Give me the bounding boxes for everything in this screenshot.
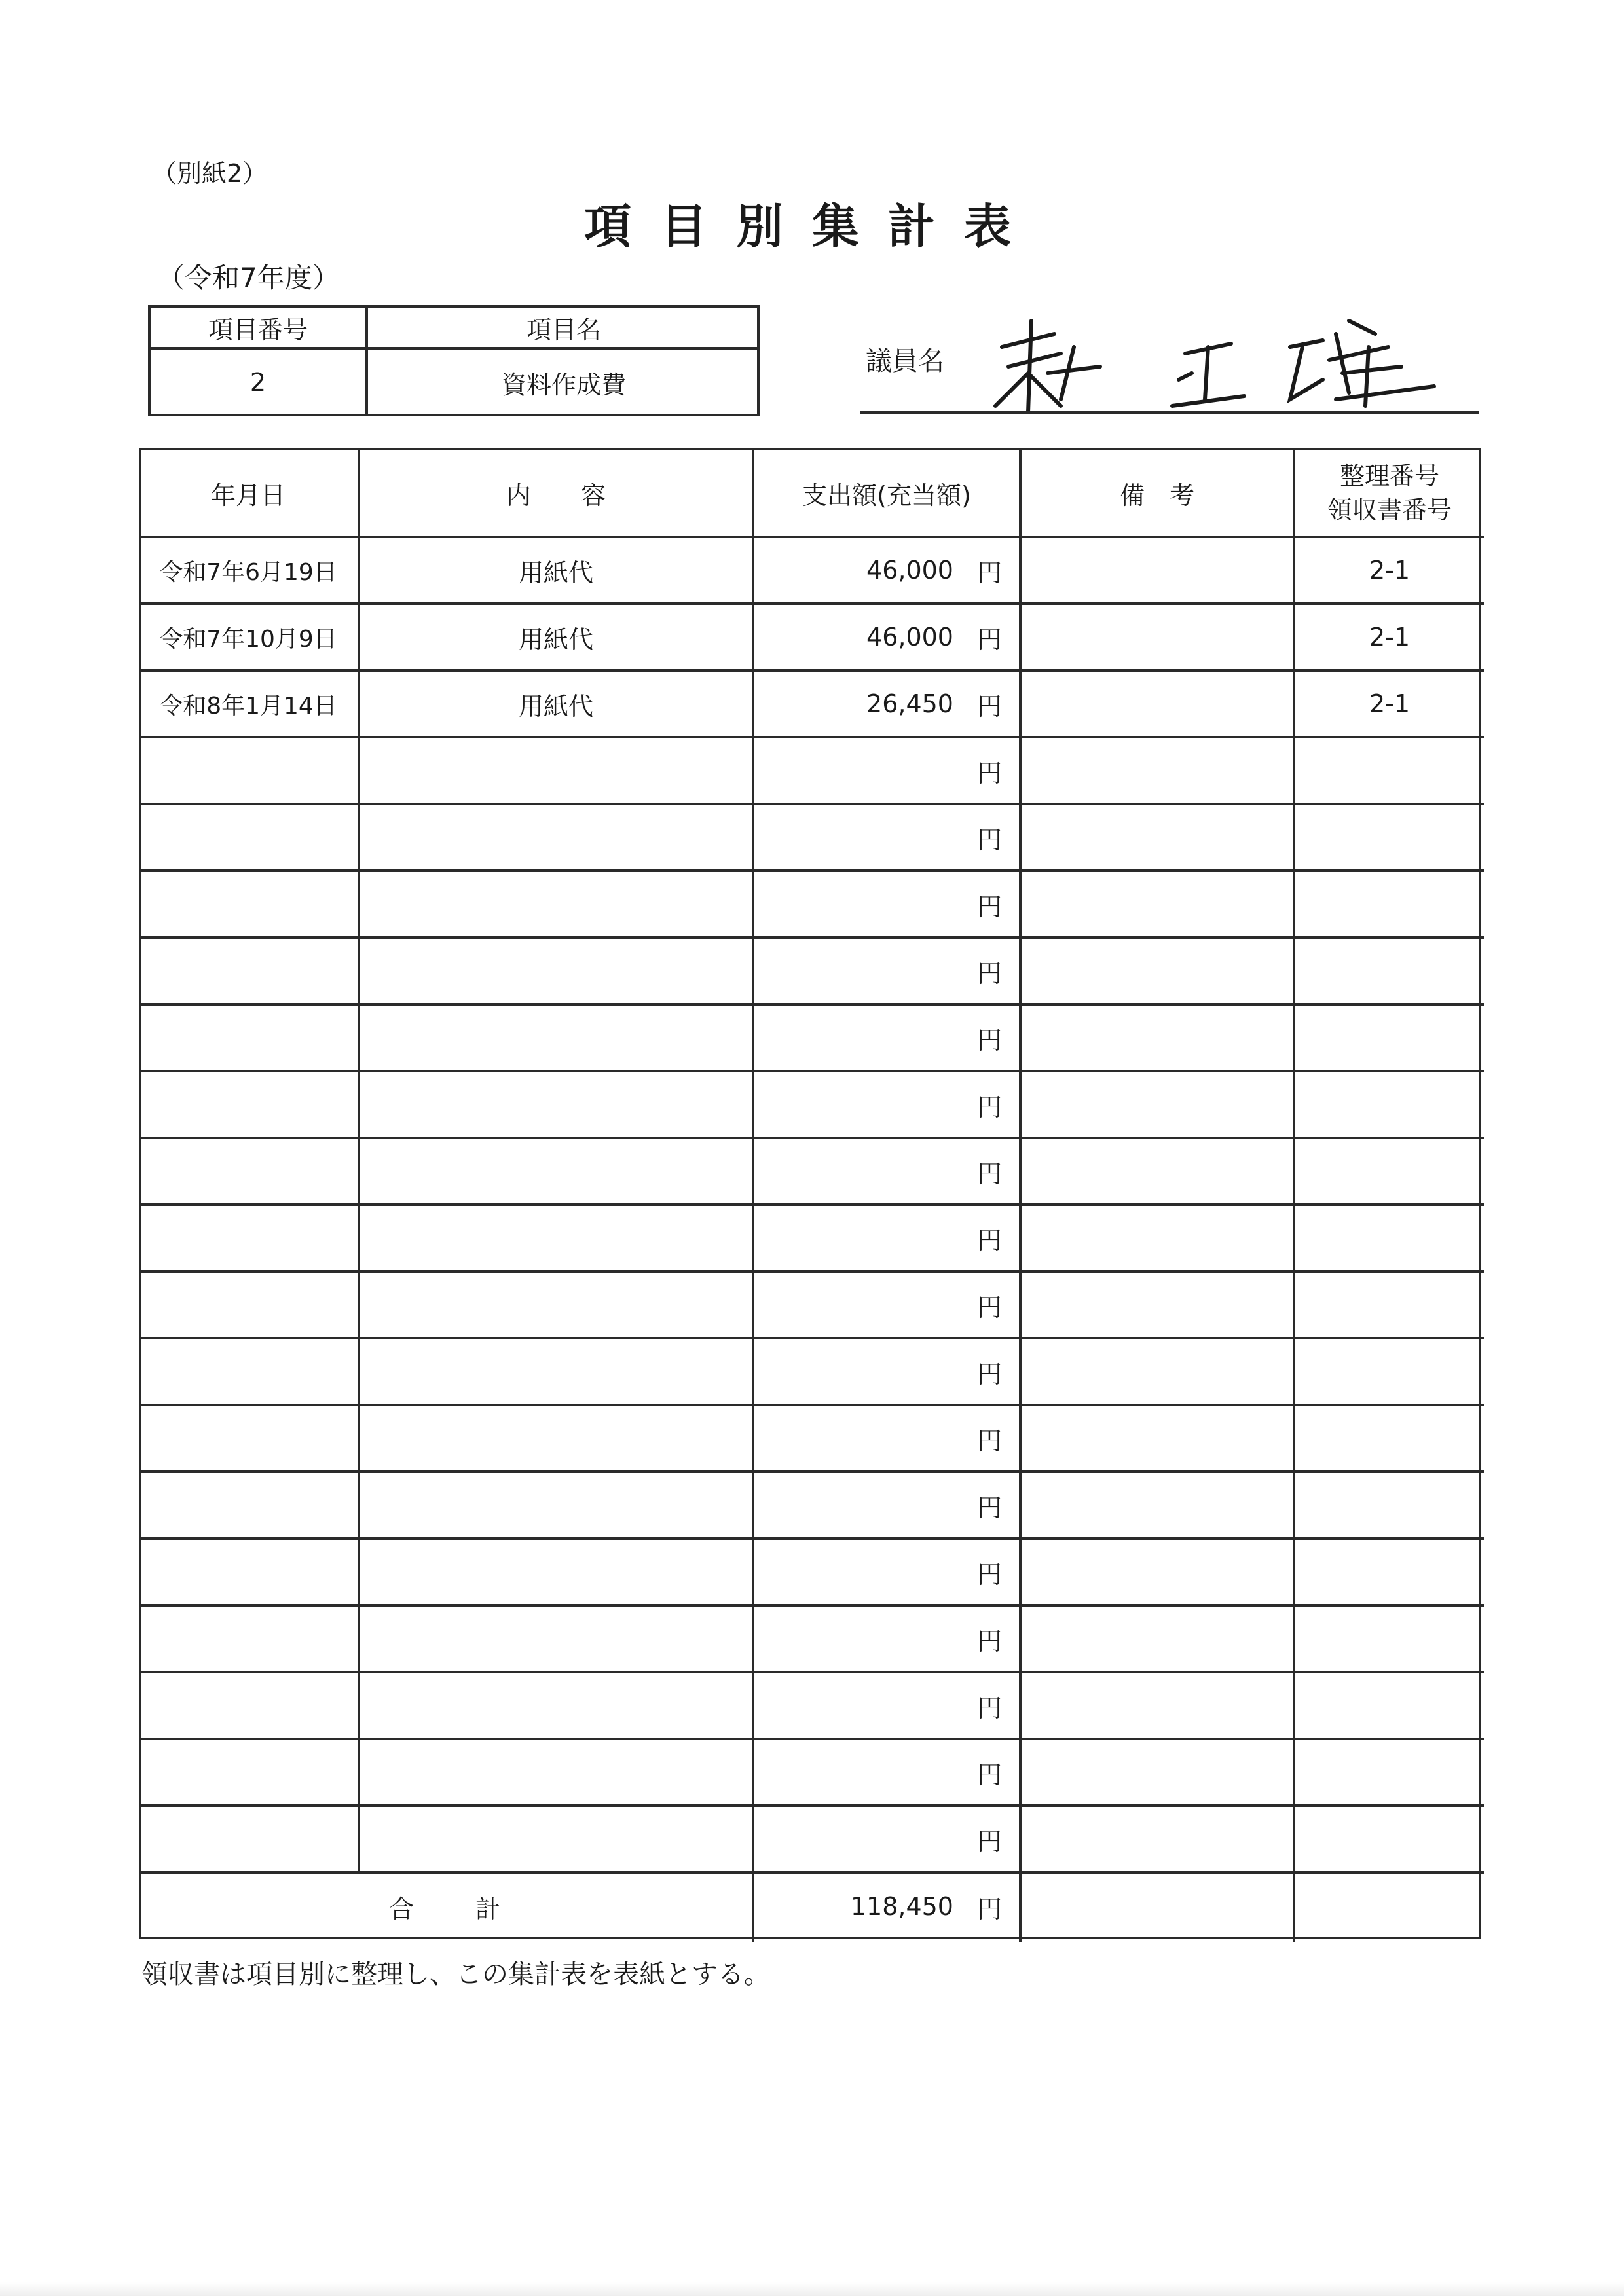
yen-unit: 円: [976, 558, 1002, 587]
yen-unit: 円: [976, 691, 1002, 721]
row-date: [141, 1673, 355, 1738]
row-date: [141, 1540, 355, 1604]
row-remarks: [1022, 605, 1293, 669]
row-content: [360, 1540, 752, 1604]
yen-unit: 円: [976, 1827, 1002, 1856]
header-date: 年月日: [210, 481, 286, 510]
yen-unit: 円: [976, 1559, 1002, 1589]
row-date: [141, 872, 355, 936]
row-date: [141, 1206, 355, 1270]
row-ref: [1295, 1740, 1484, 1804]
row-content: 用紙代: [518, 691, 593, 721]
row-amount: [754, 1406, 1019, 1470]
row-ref: [1295, 1406, 1484, 1470]
footer-note: 領収書は項目別に整理し、この集計表を表紙とする。: [141, 1959, 770, 1990]
attachment-label: （別紙2）: [152, 159, 268, 188]
item-name-value: 資料作成費: [501, 370, 626, 399]
row-amount: [754, 1673, 1019, 1738]
row-date: [141, 1006, 355, 1070]
row-remarks: [1022, 872, 1293, 936]
row-ref: [1295, 939, 1484, 1003]
row-content: 用紙代: [518, 558, 593, 587]
row-ref: [1295, 872, 1484, 936]
row-content: [360, 1273, 752, 1337]
row-content: [360, 1072, 752, 1137]
row-ref: [1295, 1807, 1484, 1871]
row-amount: [754, 1006, 1019, 1070]
row-remarks: [1022, 805, 1293, 869]
row-remarks: [1022, 1339, 1293, 1404]
row-remarks: [1022, 1139, 1293, 1203]
row-content: [360, 738, 752, 803]
row-ref: [1295, 738, 1484, 803]
row-ref: [1295, 1673, 1484, 1738]
row-content: [360, 1607, 752, 1671]
row-date: 令和8年1月14日: [159, 692, 337, 720]
row-date: [141, 1473, 355, 1537]
row-content: [360, 1139, 752, 1203]
row-content: [360, 1339, 752, 1404]
row-ref: 2-1: [1369, 623, 1411, 651]
row-amount-value: 26,450: [866, 689, 953, 718]
row-remarks: [1022, 538, 1293, 602]
row-amount: [754, 738, 1019, 803]
row-remarks: [1022, 1673, 1293, 1738]
row-ref: [1295, 1339, 1484, 1404]
row-amount: [754, 1072, 1019, 1137]
row-content: [360, 1406, 752, 1470]
total-ref: [1295, 1874, 1484, 1939]
total-remarks: [1022, 1874, 1293, 1939]
row-ref: [1295, 1273, 1484, 1337]
row-date: [141, 1807, 355, 1871]
row-remarks: [1022, 1540, 1293, 1604]
header-amount: 支出額(充当額): [802, 481, 971, 510]
page-title: 項目別集計表: [583, 199, 1040, 254]
row-amount: [754, 939, 1019, 1003]
row-date: [141, 1339, 355, 1404]
row-remarks: [1022, 1273, 1293, 1337]
yen-unit: 円: [976, 892, 1002, 921]
row-ref: 2-1: [1369, 689, 1411, 718]
expense-table: [139, 448, 1481, 1939]
row-amount: [754, 1273, 1019, 1337]
yen-unit: 円: [976, 825, 1002, 854]
row-date: [141, 1740, 355, 1804]
yen-unit: 円: [976, 958, 1002, 988]
row-remarks: [1022, 672, 1293, 736]
row-remarks: [1022, 1006, 1293, 1070]
yen-unit: 円: [976, 1894, 1002, 1923]
row-content: [360, 1740, 752, 1804]
row-content: [360, 805, 752, 869]
row-content: 用紙代: [518, 625, 593, 654]
row-ref: 2-1: [1369, 556, 1411, 585]
item-box: [148, 305, 760, 416]
row-date: [141, 805, 355, 869]
row-date: [141, 939, 355, 1003]
header-remarks: 備 考: [1119, 481, 1194, 510]
yen-unit: 円: [976, 1092, 1002, 1121]
row-content: [360, 1206, 752, 1270]
yen-unit: 円: [976, 758, 1002, 788]
row-remarks: [1022, 1072, 1293, 1137]
yen-unit: 円: [976, 1760, 1002, 1789]
yen-unit: 円: [976, 1426, 1002, 1455]
row-amount: [754, 1807, 1019, 1871]
row-content: [360, 1473, 752, 1537]
header-ref-line2: 領収書番号: [1327, 496, 1452, 524]
yen-unit: 円: [976, 1693, 1002, 1722]
total-amount: [754, 1874, 1019, 1939]
row-ref: [1295, 1206, 1484, 1270]
row-ref: [1295, 1540, 1484, 1604]
total-label: 合 計: [388, 1894, 504, 1923]
row-amount: [754, 805, 1019, 869]
row-content: [360, 1006, 752, 1070]
row-date: [141, 738, 355, 803]
row-remarks: [1022, 1406, 1293, 1470]
member-name-underline: [860, 411, 1479, 414]
row-amount-value: 46,000: [866, 623, 953, 651]
header-ref: [1295, 450, 1484, 536]
yen-unit: 円: [976, 1292, 1002, 1322]
row-amount: [754, 672, 1019, 736]
row-amount: [754, 538, 1019, 602]
row-ref: [1295, 1006, 1484, 1070]
header-content: 内 容: [506, 481, 606, 510]
row-remarks: [1022, 738, 1293, 803]
row-content: [360, 872, 752, 936]
row-remarks: [1022, 1740, 1293, 1804]
row-content: [360, 1807, 752, 1871]
row-date: [141, 1406, 355, 1470]
row-amount: [754, 1740, 1019, 1804]
item-number-value: 2: [249, 368, 267, 397]
yen-unit: 円: [976, 1025, 1002, 1055]
yen-unit: 円: [976, 625, 1002, 654]
row-amount: [754, 872, 1019, 936]
row-remarks: [1022, 1607, 1293, 1671]
yen-unit: 円: [976, 1159, 1002, 1188]
row-ref: [1295, 1473, 1484, 1537]
row-amount: [754, 1473, 1019, 1537]
item-name-header: 項目名: [526, 315, 601, 344]
scan-edge: [0, 2282, 1624, 2296]
row-amount: [754, 605, 1019, 669]
row-ref: [1295, 1139, 1484, 1203]
row-ref: [1295, 1072, 1484, 1137]
row-amount: [754, 1139, 1019, 1203]
item-number-header: 項目番号: [208, 315, 308, 344]
row-date: [141, 1273, 355, 1337]
row-date: [141, 1072, 355, 1137]
fiscal-year: （令和7年度）: [157, 262, 340, 294]
member-name-label: 議員名: [866, 346, 944, 376]
row-ref: [1295, 1607, 1484, 1671]
row-date: 令和7年10月9日: [159, 625, 337, 653]
row-remarks: [1022, 1206, 1293, 1270]
row-ref: [1295, 805, 1484, 869]
row-remarks: [1022, 1807, 1293, 1871]
yen-unit: 円: [976, 1493, 1002, 1522]
header-ref-line1: 整理番号: [1339, 462, 1439, 490]
row-remarks: [1022, 939, 1293, 1003]
row-amount: [754, 1607, 1019, 1671]
handwritten-signature: [982, 308, 1441, 419]
row-amount: [754, 1206, 1019, 1270]
row-amount: [754, 1339, 1019, 1404]
row-content: [360, 939, 752, 1003]
row-date: [141, 1139, 355, 1203]
row-amount-value: 46,000: [866, 556, 953, 585]
yen-unit: 円: [976, 1626, 1002, 1656]
row-date: 令和7年6月19日: [159, 558, 337, 586]
row-amount: [754, 1540, 1019, 1604]
row-date: [141, 1607, 355, 1671]
row-content: [360, 1673, 752, 1738]
yen-unit: 円: [976, 1359, 1002, 1389]
row-remarks: [1022, 1473, 1293, 1537]
yen-unit: 円: [976, 1226, 1002, 1255]
total-amount-value: 118,450: [850, 1892, 953, 1921]
